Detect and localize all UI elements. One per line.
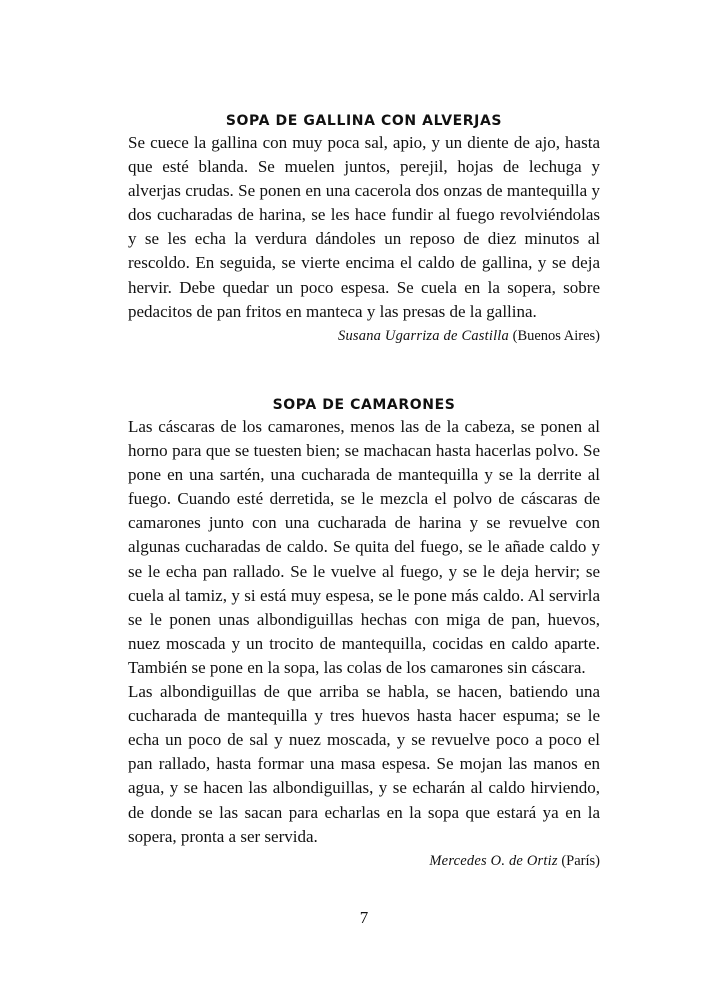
recipe-paragraph: Las cáscaras de los camarones, menos las de la cabeza, se ponen al horno para que se tuesten bien; se machacan hasta hacerlas polvo. Se pone en una sartén, una cucharada de mantequilla y se la derrite al fuego. Cuando esté derretida, se le mezcla el polvo de cáscaras de camarones junto con una cucharada de harina y se revuelve con algunas cucharadas de caldo. Se quita del fuego, se le añade caldo y se le echa pan rallado. Se le vuelve al fuego, y se le deja hervir; se cuela al tamiz, y si está muy espesa, se le pone más caldo. Al servirla se le ponen unas albondiguillas hechas con miga de pan, huevos, nuez moscada y un trocito de mantequilla, cocidas en caldo aparte. También se pone en la sopa, las colas de los camarones sin cáscara. (128, 417, 600, 677)
recipe-paragraph: Las albondiguillas de que arriba se habla, se hacen, batiendo una cucharada de mantequilla y tres huevos hasta hacer espuma; se le echa un poco de sal y nuez moscada, y se revuelve poco a poco el pan rallado, hasta formar una masa espesa. Se mojan las manos en agua, y se hacen las albondiguillas, y se echarán al caldo hirviendo, de donde se las sacan para echarlas en la sopa que estará ya en la sopera, pronta a ser servida. (128, 682, 600, 846)
author-place: (París) (561, 852, 600, 869)
author-name: Susana Ugarriza de Castilla (338, 327, 509, 344)
page-number: 7 (359, 908, 369, 927)
recipe-sopa-de-gallina (128, 111, 600, 346)
recipe-sopa-de-camarones (128, 395, 600, 871)
recipe-title: SOPA DE GALLINA CON ALVERJAS (225, 113, 503, 129)
recipe-paragraph: Se cuece la gallina con muy poca sal, apio, y un diente de ajo, hasta que esté blanda. Se muelen juntos, perejil, hojas de lechuga y alverjas crudas. Se ponen en una cacerola dos onzas de mantequilla y dos cucharadas de harina, se les hace fundir al fuego revolviéndolas y se les echa la verdura dándoles un reposo de diez minutos al rescoldo. En seguida, se vierte encima el caldo de gallina, y se deja hervir. Debe quedar un poco espesa. Se cuela en la sopera, sobre pedacitos de pan fritos en manteca y las presas de la gallina. (128, 133, 600, 321)
recipe-author (128, 326, 600, 346)
recipe-author (128, 851, 600, 871)
author-place: (Buenos Aires) (512, 327, 600, 344)
author-name: Mercedes O. de Ortiz (429, 852, 558, 869)
recipe-title: SOPA DE CAMARONES (272, 397, 456, 413)
